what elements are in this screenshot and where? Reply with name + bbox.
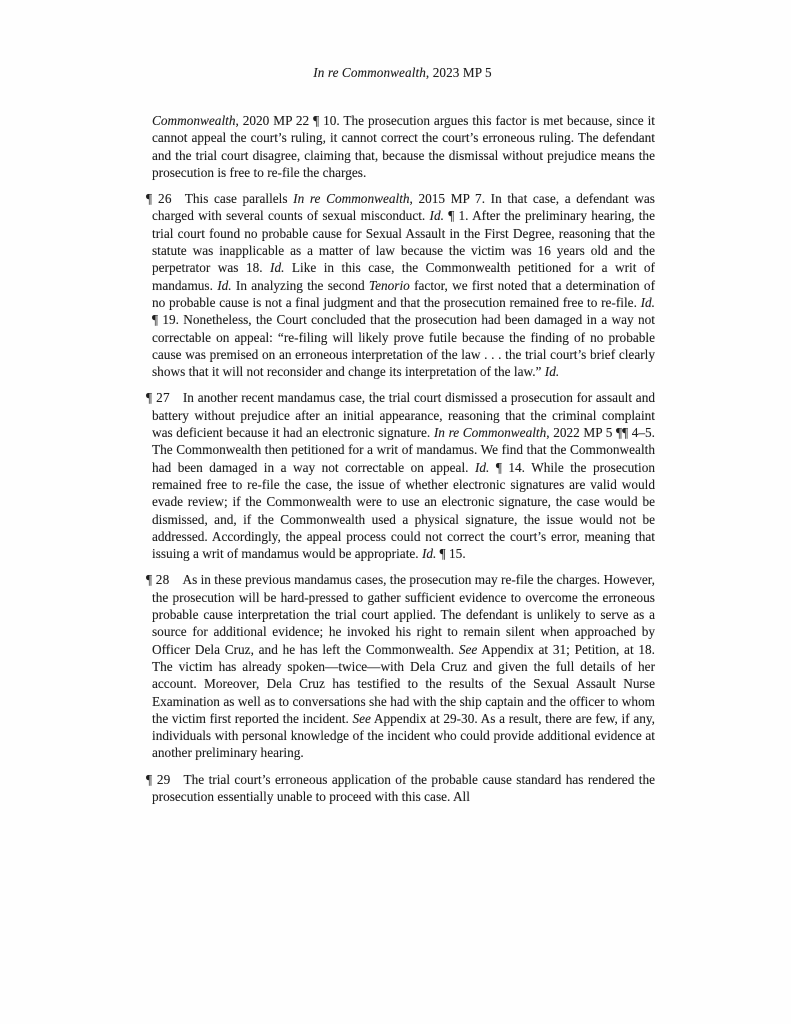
text-run: ¶ 15.	[436, 546, 466, 562]
text-run: , 2020 MP 22 ¶ 10. The prosecution argues this factor is met because, since it cannot appeal the court’s ruling, it cannot correct the court’s erroneous ruling. The defendant and the trial court disagree, claiming that, because the dismissal without prejudice means the prosecution is free to re-file the charges.	[152, 113, 655, 180]
italic-text-run: In re Commonwealth	[433, 425, 547, 441]
text-run: In analyzing the second	[231, 277, 369, 293]
text-run: This case parallels	[184, 191, 294, 207]
paragraph-marker: ¶ 28	[146, 572, 170, 588]
paragraph-marker: ¶ 29	[146, 771, 171, 787]
text-run: , 2022 MP 5 ¶¶ 4–5. The Commonwealth then petitioned for a writ of mandamus. We find that the Commonwealth had been damaged in a way not correctable on appeal.	[152, 425, 655, 475]
italic-text-run: Id.	[270, 260, 285, 276]
text-run: Like in this case, the Commonwealth petitioned for a writ of mandamus.	[152, 260, 655, 293]
paragraph-marker: ¶ 27	[146, 390, 170, 406]
text-run: Appendix at 29-30. As a result, there are few, if any, individuals with personal knowledge of the incident who could provide additional evidence at another preliminary hearing.	[152, 710, 655, 761]
italic-text-run: See	[458, 641, 478, 657]
italic-text-run: Id.	[429, 208, 444, 224]
text-run: In another recent mandamus case, the trial court dismissed a prosecution for assault and battery without prejudice after an initial appearance, reasoning that the criminal complaint was deficient because it had an electronic signature.	[152, 390, 656, 441]
text-run: factor, we first noted that a determination of no probable cause is not a final judgment and that the prosecution remained free to re-file.	[152, 277, 656, 310]
italic-text-run: Id.	[217, 277, 232, 293]
paragraph-continuation	[152, 112, 655, 181]
text-run: The trial court’s erroneous application of the probable cause standard has rendered the prosecution essentially unable to proceed with this case. All	[152, 771, 656, 804]
text-run: Appendix at 31; Petition, at 18. The victim has already spoken—twice—with Dela Cruz and given the full details of her account. Moreover, Dela Cruz has testified to the results of the Sexual Assault Nurse Examination as well as to conversations she had with the ship captain and the officer to whom the victim first reported the incident.	[152, 641, 656, 726]
text-run: , 2023 MP 5	[425, 65, 492, 80]
italic-text-run: Commonwealth	[152, 113, 236, 128]
paragraph-marker: ¶ 26	[146, 191, 172, 207]
paragraph-26	[146, 190, 656, 380]
document-body	[146, 112, 656, 805]
italic-text-run: Id.	[640, 294, 655, 310]
italic-text-run: See	[352, 710, 371, 726]
italic-text-run: Id.	[544, 364, 560, 380]
text-run: ¶ 19. Nonetheless, the Court concluded that the prosecution had been damaged in a way not correctable on appeal: “re-filing will likely prove futile because the finding of no probable cause was premised on an erroneous interpretation of the law . . . the trial court’s brief clearly shows that it will not reconsider and change its interpretation of the law.”	[152, 312, 655, 380]
text-run: As in these previous mandamus cases, the prosecution may re-file the charges. However, the prosecution will be hard-pressed to gather sufficient evidence to overcome the erroneous probable cause interpretation the trial court applied. The defendant is unlikely to serve as a source for additional evidence; he invoked his right to remain silent when approached by Officer Dela Cruz, and he has left the Commonwealth.	[152, 572, 655, 657]
paragraph-29	[146, 771, 656, 806]
italic-text-run: In re Commonwealth	[313, 65, 426, 80]
running-header	[150, 65, 655, 81]
text-run: ¶ 1. After the preliminary hearing, the trial court found no probable cause for Sexual Assault in the First Degree, reasoning that the statute was inapplicable as a matter of law because the victim was 16 years old and the perpetrator was 18.	[152, 208, 655, 276]
text-run: ¶ 14. While the prosecution remained free to re-file the case, the issue of whether electronic signatures are valid would evade review; if the Commonwealth were to use an electronic signature, the case would be dismissed, and, if the Commonwealth used a physical signature, the issue would not be addressed. Accordingly, the appeal process could not correct the court’s error, meaning that issuing a writ of mandamus would be appropriate.	[152, 459, 655, 562]
paragraph-27	[146, 389, 656, 562]
italic-text-run: Id.	[421, 546, 437, 562]
text-run: , 2015 MP 7. In that case, a defendant was charged with several counts of sexual misconduct.	[152, 191, 655, 224]
italic-text-run: In re Commonwealth	[293, 191, 410, 207]
italic-text-run: Tenorio	[368, 277, 410, 293]
paragraph-28	[146, 571, 656, 761]
italic-text-run: Id.	[474, 459, 490, 475]
